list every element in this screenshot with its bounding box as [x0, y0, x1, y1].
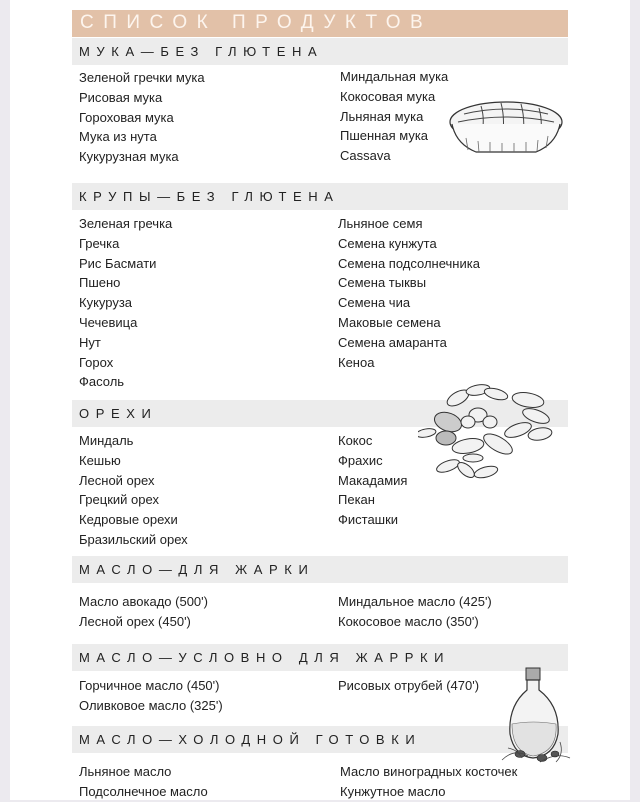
grains-left-list	[79, 214, 172, 392]
list-item: Фрахис	[338, 452, 383, 468]
list-item: Лесной орех (450')	[79, 613, 191, 629]
list-item: Льняное семя	[338, 216, 423, 231]
section-title: МУКА—БЕЗ ГЛЮТЕНА	[79, 44, 324, 59]
list-item: Льняная мука	[340, 108, 424, 124]
list-item: Оливковое масло (325')	[79, 697, 223, 713]
nuts-right-list	[338, 431, 407, 530]
list-item: Зеленая гречка	[79, 216, 173, 231]
list-item: Мука из нута	[79, 129, 157, 145]
list-item: Кокосовое масло (350')	[338, 613, 479, 629]
list-item: Горох	[79, 354, 114, 370]
page-title: СПИСОК ПРОДУКТОВ	[80, 12, 433, 33]
list-item: Рис Басмати	[79, 255, 157, 271]
list-item: Семена амаранта	[338, 334, 447, 350]
list-item: Кукуруза	[79, 295, 133, 311]
list-item: Фасоль	[79, 374, 125, 390]
cold-oil-right-list	[340, 762, 517, 802]
nuts-seeds-illustration	[418, 370, 558, 490]
list-item: Кеноа	[338, 354, 375, 370]
conditional-oil-right-list	[338, 676, 479, 696]
list-item: Миндальное масло (425')	[338, 594, 492, 609]
list-item: Cassava	[340, 148, 391, 164]
section-header-conditional-frying-oil	[72, 644, 568, 671]
list-item: Гречка	[79, 235, 120, 251]
list-item: Нут	[79, 334, 101, 350]
section-title: МАСЛО—УСЛОВНО ДЛЯ ЖАРРКИ	[79, 650, 451, 665]
section-title: МАСЛО—ДЛЯ ЖАРКИ	[79, 562, 315, 577]
list-item: Кунжутное масло	[340, 783, 446, 799]
list-item: Кедровые орехи	[79, 512, 178, 528]
list-item: Подсолнечное масло	[79, 783, 208, 799]
flour-left-list	[79, 68, 205, 167]
list-item: Льняное масло	[79, 764, 172, 779]
list-item: Гороховая мука	[79, 109, 174, 125]
section-header-frying-oil	[72, 556, 568, 583]
frying-oil-right-list	[338, 592, 492, 632]
list-item: Кукурузная мука	[79, 149, 179, 165]
list-item: Масло авокадо (500')	[79, 594, 208, 609]
list-item: Семена тыквы	[338, 275, 427, 291]
oil-bottle-illustration	[500, 664, 572, 774]
list-item: Горчичное масло (450')	[79, 678, 220, 693]
list-item: Миндаль	[79, 433, 134, 448]
list-item: Кешью	[79, 452, 121, 468]
list-item: Зеленой гречки мука	[79, 70, 205, 85]
section-header-flour	[72, 38, 568, 65]
section-title: МАСЛО—ХОЛОДНОЙ ГОТОВКИ	[79, 732, 422, 747]
list-item: Чечевица	[79, 314, 138, 330]
list-item: Пекан	[338, 492, 375, 508]
section-title: КРУПЫ—БЕЗ ГЛЮТЕНА	[79, 189, 340, 204]
section-header-grains	[72, 183, 568, 210]
section-title: ОРЕХИ	[79, 406, 158, 421]
list-item: Лесной орех	[79, 472, 155, 488]
cold-oil-left-list	[79, 762, 208, 802]
list-item: Семена подсолнечника	[338, 255, 480, 271]
list-item: Кокос	[338, 433, 373, 448]
flour-right-list	[340, 67, 448, 166]
list-item: Фисташки	[338, 512, 399, 528]
nuts-left-list	[79, 431, 188, 550]
list-item: Бразильский орех	[79, 531, 188, 547]
list-item: Маковые семена	[338, 314, 441, 330]
list-item: Грецкий орех	[79, 492, 159, 508]
list-item: Семена чиа	[338, 295, 411, 311]
list-item: Пшенная мука	[340, 128, 429, 144]
list-item: Макадамия	[338, 472, 408, 488]
list-item: Масло виноградных косточек	[340, 764, 518, 779]
grains-right-list	[338, 214, 480, 372]
list-item: Рисовая мука	[79, 89, 163, 105]
list-item: Кокосовая мука	[340, 88, 436, 104]
pie-illustration	[446, 96, 566, 158]
list-item: Миндальная мука	[340, 69, 449, 84]
conditional-oil-left-list	[79, 676, 223, 716]
frying-oil-left-list	[79, 592, 208, 632]
title-band	[72, 10, 568, 37]
section-header-cold-oil	[72, 726, 568, 753]
list-item: Пшено	[79, 275, 121, 291]
list-item: Рисовых отрубей (470')	[338, 678, 480, 693]
list-item: Семена кунжута	[338, 235, 437, 251]
